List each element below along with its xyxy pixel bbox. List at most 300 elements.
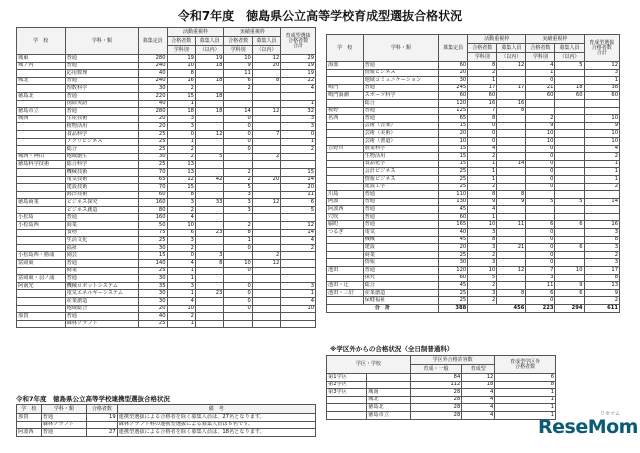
table-cell: 池田・三好 xyxy=(327,289,364,297)
table-cell: 0 xyxy=(526,183,555,191)
table-cell xyxy=(584,99,619,107)
table-cell: 3 xyxy=(468,259,497,267)
table-cell: 160 xyxy=(139,214,167,222)
table-cell: 70 xyxy=(139,184,167,192)
table-cell: 22 xyxy=(281,77,316,85)
table-row xyxy=(17,421,316,429)
table-cell: 3 xyxy=(468,244,497,252)
table-cell xyxy=(281,214,316,222)
table-cell: 2 xyxy=(468,183,497,191)
table-cell: 9 xyxy=(468,198,497,206)
table-cell: 1 xyxy=(167,267,195,275)
table-cell: 6 xyxy=(224,77,252,85)
table-cell: 1 xyxy=(281,138,316,146)
table-cell: 8 xyxy=(497,191,526,199)
table-cell xyxy=(555,183,584,191)
table-cell: 地域総合 xyxy=(65,305,138,313)
table-cell: 80 xyxy=(139,206,167,214)
table-row xyxy=(17,252,316,260)
table-cell xyxy=(17,168,66,176)
table-cell: 4 xyxy=(462,411,495,419)
col-sports-by-dept: 学科別 xyxy=(468,53,497,62)
table-cell: 海洋技術 xyxy=(65,191,138,199)
table-cell: 25 xyxy=(439,251,468,259)
table-cell: 25 xyxy=(439,175,468,183)
table-row xyxy=(17,92,316,100)
table-cell: 5 xyxy=(468,274,497,282)
table-cell xyxy=(252,237,280,245)
table-row xyxy=(327,396,556,404)
table-cell xyxy=(327,411,367,419)
table-cell: 産業創造 xyxy=(65,298,138,306)
col-sports-inner: （以内） xyxy=(195,46,223,55)
table-cell: 50 xyxy=(139,222,167,230)
col-district: 学区・学校 xyxy=(327,356,411,374)
table-cell: 15 xyxy=(281,168,316,176)
table-cell xyxy=(252,92,280,100)
table-cell xyxy=(195,100,223,108)
table-cell: 植物活用 xyxy=(65,123,138,131)
table-cell: 応用数理 xyxy=(65,70,138,78)
table-cell xyxy=(327,160,364,168)
table-row xyxy=(327,267,620,275)
table-cell: 16 xyxy=(167,77,195,85)
table-cell xyxy=(252,222,280,230)
left-table-body xyxy=(17,55,316,328)
table-cell: 0 xyxy=(526,244,555,252)
table-cell: 11 xyxy=(224,70,252,78)
table-cell: 2 xyxy=(584,183,619,191)
table-cell: 農業科学 xyxy=(363,145,439,153)
table-cell: 60 xyxy=(439,92,468,100)
table-cell xyxy=(555,77,584,85)
table-cell: 1 xyxy=(167,138,195,146)
table-cell: 38 xyxy=(584,84,619,92)
col-out-passers: 育成型学区外 合格者数 xyxy=(495,356,556,374)
table-cell: 第1学区 xyxy=(327,374,367,382)
table-cell: 普通 xyxy=(363,107,439,115)
table-cell: 普通 xyxy=(65,313,138,321)
table-cell: 6 xyxy=(281,199,316,207)
table-cell: 電気エネルギーシステム xyxy=(65,290,138,298)
table-cell: 245 xyxy=(439,84,468,92)
table-cell: 総合科学 xyxy=(65,161,138,169)
table-cell xyxy=(195,85,223,93)
table-cell: 徳島科学技術 xyxy=(17,161,66,169)
table-cell xyxy=(327,396,367,404)
table-row xyxy=(327,213,620,221)
col-sports-passers: 合格者数 xyxy=(468,44,497,53)
table-cell: 食品化学 xyxy=(363,160,439,168)
table-row xyxy=(17,153,316,161)
total-achieve-limit: 294 xyxy=(555,305,584,313)
table-cell: 40 xyxy=(139,70,167,78)
table-cell: 30 xyxy=(439,77,468,85)
table-cell: 15 xyxy=(439,145,468,153)
table-cell: 国際英語 xyxy=(65,100,138,108)
table-cell: 商業 xyxy=(65,222,138,230)
table-cell xyxy=(252,168,280,176)
table-cell: 普通 xyxy=(65,108,138,116)
table-cell: 8 xyxy=(167,191,195,199)
table-cell: 池田 xyxy=(327,267,364,275)
table-cell xyxy=(195,282,223,290)
table-cell: 27 xyxy=(87,429,118,437)
table-cell: 普通 xyxy=(363,206,439,214)
table-row xyxy=(327,99,620,107)
table-cell xyxy=(195,320,223,328)
table-cell: 3 xyxy=(281,115,316,123)
table-cell: 28 xyxy=(410,411,461,419)
table-cell: 25 xyxy=(139,267,167,275)
table-cell: 城西・神山 xyxy=(17,153,66,161)
total-achieve: 223 xyxy=(526,305,555,313)
table-cell: 19 xyxy=(87,414,118,422)
table-cell xyxy=(17,184,66,192)
table-cell: 60 xyxy=(526,92,555,100)
table-cell: 30 xyxy=(139,290,167,298)
table-row xyxy=(327,137,620,145)
table-cell: 13 xyxy=(167,168,195,176)
table-cell: 普通 xyxy=(65,77,138,85)
table-cell xyxy=(497,183,526,191)
table-row xyxy=(17,206,316,214)
table-cell xyxy=(195,191,223,199)
table-cell: 9 xyxy=(584,122,619,130)
table-cell: 2 xyxy=(252,252,280,260)
table-cell: 20 xyxy=(139,123,167,131)
table-cell: 2 xyxy=(167,244,195,252)
table-cell: 普通 xyxy=(363,221,439,229)
table-cell: 1 xyxy=(584,168,619,176)
table-cell xyxy=(555,236,584,244)
table-cell xyxy=(252,305,280,313)
col-achieve: 実績重視枠 xyxy=(224,28,281,37)
col-sports-limit: 募集人員 xyxy=(497,44,526,53)
table-cell: 1 xyxy=(468,77,497,85)
table-cell: 10 xyxy=(468,221,497,229)
table-cell: 15 xyxy=(439,122,468,130)
table-cell: 1 xyxy=(167,320,195,328)
table-cell: 建設技術 xyxy=(65,184,138,192)
table-cell xyxy=(497,297,526,305)
table-cell: 保健福祉 xyxy=(363,297,439,305)
table-cell xyxy=(281,313,316,321)
table-cell: 普通 xyxy=(65,214,138,222)
col-coop-note: 備 考 xyxy=(117,405,315,414)
table-cell: 65 xyxy=(139,176,167,184)
table-cell: 普通 xyxy=(363,115,439,123)
table-row xyxy=(327,122,620,130)
table-cell: 生物活用 xyxy=(363,153,439,161)
table-cell: 4 xyxy=(281,298,316,306)
table-cell xyxy=(17,206,66,214)
table-cell: 14 xyxy=(224,108,252,116)
table-cell: 2 xyxy=(224,85,252,93)
table-cell: 商業 xyxy=(65,267,138,275)
table-cell xyxy=(195,275,223,283)
table-cell xyxy=(526,107,555,115)
table-cell: 0 xyxy=(224,244,252,252)
table-cell: 2 xyxy=(167,206,195,214)
table-cell: 2 xyxy=(167,146,195,154)
table-cell: 1 xyxy=(495,411,556,419)
table-cell: 25 xyxy=(139,237,167,245)
cooperative-selection-title: 令和7年度 徳島県公立高等学校連携型選抜合格状況 xyxy=(16,395,171,403)
table-cell: 7 xyxy=(252,130,280,138)
table-cell: 12 xyxy=(252,199,280,207)
table-cell: 12 xyxy=(584,62,619,70)
table-cell xyxy=(17,70,66,78)
table-cell xyxy=(252,115,280,123)
table-cell xyxy=(327,99,364,107)
table-cell: 10 xyxy=(224,260,252,268)
col-allow-general: 育成・一般 xyxy=(410,365,461,374)
table-cell: 1 xyxy=(167,100,195,108)
table-cell xyxy=(17,85,66,93)
table-cell: 3 xyxy=(281,282,316,290)
table-cell xyxy=(555,145,584,153)
table-cell: 2 xyxy=(526,115,555,123)
table-cell: 17 xyxy=(497,84,526,92)
table-cell xyxy=(17,320,66,328)
table-cell xyxy=(281,267,316,275)
table-cell: 情報 xyxy=(363,259,439,267)
table-cell: 25 xyxy=(139,320,167,328)
table-row xyxy=(17,214,316,222)
table-cell: 1 xyxy=(526,69,555,77)
total-label: 合 計 xyxy=(327,305,439,313)
table-cell: 6 xyxy=(555,289,584,297)
table-cell xyxy=(252,320,280,328)
table-cell: 75 xyxy=(139,229,167,237)
table-cell: 1 xyxy=(468,160,497,168)
table-cell: 情報ビジネス xyxy=(363,69,439,77)
table-cell: 35 xyxy=(139,282,167,290)
table-cell xyxy=(555,297,584,305)
table-cell: 5 xyxy=(224,184,252,192)
table-cell: 普通 xyxy=(363,198,439,206)
table-row xyxy=(17,305,316,313)
table-cell xyxy=(497,251,526,259)
table-cell xyxy=(555,115,584,123)
table-cell xyxy=(327,130,364,138)
table-cell xyxy=(252,313,280,321)
table-cell xyxy=(281,153,316,161)
table-row xyxy=(327,282,620,290)
table-cell: 17 xyxy=(584,267,619,275)
col-achieve: 実績重視枠 xyxy=(526,35,584,44)
table-cell: 45 xyxy=(439,282,468,290)
table-row xyxy=(17,267,316,275)
table-cell xyxy=(497,92,526,100)
table-cell: 3 xyxy=(584,69,619,77)
table-cell: 9 xyxy=(555,282,584,290)
table-row xyxy=(17,108,316,116)
col-allow: 学区外合格許容数 xyxy=(410,356,495,365)
table-cell: 165 xyxy=(439,221,468,229)
total-growth: 611 xyxy=(584,305,619,313)
table-cell: 名西 xyxy=(327,115,364,123)
table-cell: 6 xyxy=(167,229,195,237)
table-cell: 12 xyxy=(281,222,316,230)
col-school: 学 校 xyxy=(327,35,364,62)
table-cell xyxy=(327,175,364,183)
table-cell xyxy=(252,191,280,199)
table-cell: アグリビジネス xyxy=(65,138,138,146)
table-cell xyxy=(497,115,526,123)
table-cell xyxy=(195,161,223,169)
col-dept: 学科・類 xyxy=(363,35,439,62)
table-row xyxy=(17,77,316,85)
table-cell: 29 xyxy=(281,55,316,63)
table-cell xyxy=(497,259,526,267)
table-cell xyxy=(195,222,223,230)
table-cell: 産業創造 xyxy=(363,289,439,297)
table-cell: 食品科学 xyxy=(65,130,138,138)
table-cell: 25 xyxy=(439,289,468,297)
table-cell xyxy=(224,214,252,222)
table-cell xyxy=(252,85,280,93)
table-cell: 18 xyxy=(195,108,223,116)
table-cell: 2 xyxy=(224,168,252,176)
table-row xyxy=(17,138,316,146)
table-cell: 60 xyxy=(468,92,497,100)
table-cell: 普通 xyxy=(363,84,439,92)
table-cell xyxy=(252,290,280,298)
table-cell xyxy=(195,115,223,123)
table-cell: ビジネス創造 xyxy=(65,206,138,214)
col-coop-dept: 学科・類 xyxy=(41,405,86,414)
table-cell: 70 xyxy=(139,168,167,176)
table-cell xyxy=(584,213,619,221)
table-row xyxy=(327,84,620,92)
table-cell: 機械 xyxy=(363,236,439,244)
table-cell: 6 xyxy=(526,221,555,229)
table-cell xyxy=(555,274,584,282)
table-cell xyxy=(584,206,619,214)
table-cell: 小松島西・勝浦 xyxy=(17,252,66,260)
table-cell xyxy=(526,206,555,214)
table-cell: ビジネス探究 xyxy=(65,199,138,207)
table-row xyxy=(327,274,620,282)
table-cell xyxy=(497,175,526,183)
table-cell: 情報ビジネス xyxy=(363,175,439,183)
table-cell: 0 xyxy=(224,138,252,146)
table-cell: 地域創生 xyxy=(65,153,138,161)
table-cell: 20 xyxy=(252,176,280,184)
table-cell: 120 xyxy=(439,99,468,107)
page-title: 令和7年度 徳島県公立高等学校育成型選抜合格状況 xyxy=(177,9,463,23)
col-achieve-by-dept: 学科別 xyxy=(526,53,555,62)
table-cell: 7 xyxy=(526,267,555,275)
table-cell xyxy=(252,161,280,169)
table-row xyxy=(17,229,316,237)
table-cell: 5 xyxy=(555,62,584,70)
table-cell: 6 xyxy=(526,289,555,297)
table-cell: 10 xyxy=(281,305,316,313)
table-cell xyxy=(497,145,526,153)
table-cell: 2 xyxy=(167,85,195,93)
table-cell xyxy=(195,313,223,321)
table-cell: 普通 xyxy=(41,414,86,422)
table-row xyxy=(327,62,620,70)
table-cell: 12 xyxy=(252,108,280,116)
table-cell xyxy=(224,153,252,161)
table-cell: 0 xyxy=(468,137,497,145)
table-cell xyxy=(555,137,584,145)
table-cell: 城ノ内 xyxy=(17,62,66,70)
table-cell: 1 xyxy=(495,396,556,404)
table-cell: 2 xyxy=(167,313,195,321)
table-cell: 城東 xyxy=(17,55,66,63)
table-cell: 12 xyxy=(167,176,195,184)
table-cell: 阿波 xyxy=(327,198,364,206)
table-cell: 12 xyxy=(497,267,526,275)
table-cell: 3 xyxy=(584,259,619,267)
table-cell: 4 xyxy=(468,206,497,214)
table-row xyxy=(17,429,316,437)
table-cell: 25 xyxy=(139,161,167,169)
table-cell xyxy=(17,191,66,199)
table-cell: 21 xyxy=(497,244,526,252)
table-cell: 8 xyxy=(497,107,526,115)
table-row xyxy=(327,77,620,85)
table-cell: 25 xyxy=(439,183,468,191)
table-cell: 1 xyxy=(584,77,619,85)
table-cell xyxy=(327,122,364,130)
table-cell: 那賀 xyxy=(17,313,66,321)
table-cell xyxy=(584,107,619,115)
table-cell xyxy=(497,69,526,77)
table-cell: 機械技術 xyxy=(65,168,138,176)
table-cell xyxy=(497,168,526,176)
table-cell: 9 xyxy=(497,198,526,206)
table-row xyxy=(17,222,316,230)
table-cell: 60 xyxy=(139,191,167,199)
table-cell xyxy=(555,259,584,267)
table-cell: 第2学区 xyxy=(327,381,367,389)
table-cell: 城西 xyxy=(17,115,66,123)
table-cell: 42 xyxy=(195,176,223,184)
table-cell: 2 xyxy=(224,222,252,230)
table-row xyxy=(327,259,620,267)
table-cell: 10 xyxy=(468,267,497,275)
table-cell xyxy=(555,168,584,176)
table-cell: 穴吹 xyxy=(327,213,364,221)
table-row xyxy=(327,92,620,100)
table-cell: 8 xyxy=(468,191,497,199)
col-achieve-limit: 募集人員 xyxy=(555,44,584,53)
table-cell: 3 xyxy=(167,282,195,290)
table-cell: 0 xyxy=(526,168,555,176)
table-cell: 徳島北 xyxy=(367,404,411,412)
table-cell: 0 xyxy=(526,153,555,161)
table-cell: 0 xyxy=(526,297,555,305)
table-cell: 4 xyxy=(281,85,316,93)
table-cell xyxy=(281,161,316,169)
table-cell: 2 xyxy=(281,146,316,154)
table-row xyxy=(17,290,316,298)
right-table-body xyxy=(327,62,620,305)
table-cell xyxy=(17,176,66,184)
table-cell: 4 xyxy=(281,237,316,245)
col-achieve-passers: 合格者数 xyxy=(224,37,252,46)
table-cell: 10 xyxy=(224,55,252,63)
table-cell: 小松島西 xyxy=(17,222,66,230)
table-cell: 0 xyxy=(526,236,555,244)
table-cell: 15 xyxy=(439,160,468,168)
